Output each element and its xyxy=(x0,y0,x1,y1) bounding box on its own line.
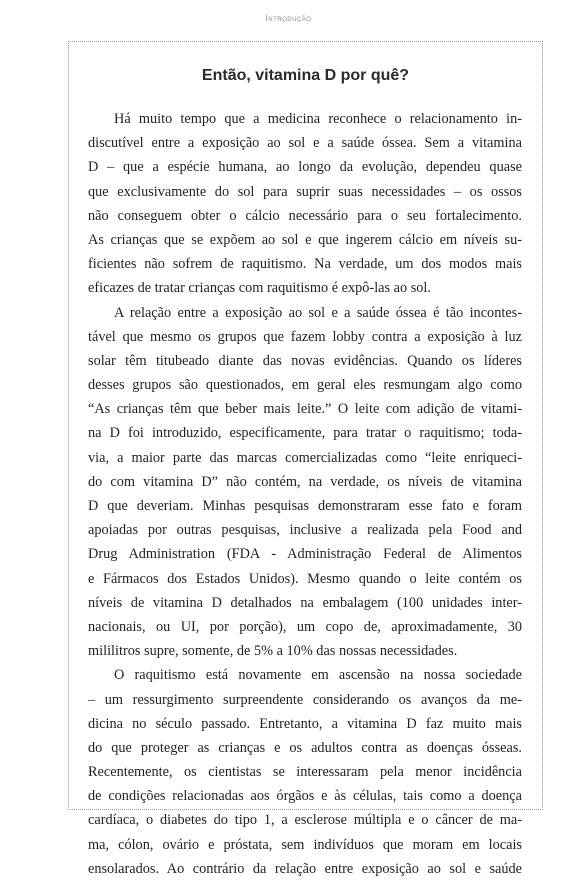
text-line: nacionais, ou UI, por porção), um copo de, aproximadamente, 30 xyxy=(88,618,522,635)
text-line: não conseguem obter o cálcio necessário para o seu fortalecimento. xyxy=(88,207,522,224)
text-line: ensolarados. Ao contrário da relação entre exposição ao sol e saúde xyxy=(88,860,522,877)
text-line: do com vitamina D” não contém, na verdade, os níveis de vitamina xyxy=(88,473,522,490)
text-line: eficazes de tratar crianças com raquitismo é expô-las ao sol. xyxy=(88,280,431,297)
text-line: tável que mesmo os grupos que fazem lobby contra a exposição à luz xyxy=(88,328,522,345)
text-line: na D foi introduzido, especificamente, para tratar o raquitismo; toda- xyxy=(88,425,522,442)
running-header: Introdução xyxy=(265,14,312,23)
text-line: Recentemente, os cientistas se interessaram pela menor incidência xyxy=(88,764,522,781)
text-line: “As crianças têm que beber mais leite.” O leite com adição de vitami- xyxy=(88,401,522,418)
text-line: mililitros supre, somente, de 5% a 10% das nossas necessidades. xyxy=(88,643,458,660)
text-line: e Fármacos dos Estados Unidos). Mesmo quando o leite contém os xyxy=(88,570,522,587)
text-line: discutível entre a exposição ao sol e a saúde óssea. Sem a vitamina xyxy=(88,135,522,152)
text-line: solar têm titubeado diante das novas evidências. Quando os líderes xyxy=(88,352,522,369)
text-line: cardíaca, o diabetes do tipo 1, a esclerose múltipla e o câncer de ma- xyxy=(88,812,522,829)
text-line: níveis de vitamina D detalhados na embalagem (100 unidades inter- xyxy=(88,594,522,611)
box-title: Então, vitamina D por quê? xyxy=(201,67,410,84)
text-line: ficientes não sofrem de raquitismo. Na verdade, um dos modos mais xyxy=(88,256,522,273)
text-line: do que proteger as crianças e os adultos contra as doenças ósseas. xyxy=(88,739,522,756)
box-body-text xyxy=(88,107,522,881)
text-line: As crianças que se expõem ao sol e que ingerem cálcio em níveis su- xyxy=(88,231,522,248)
text-line: D que deveriam. Minhas pesquisas demonstraram esse fato e foram xyxy=(88,498,522,514)
text-line: desses grupos são questionados, em geral eles resmungam algo como xyxy=(88,377,522,394)
text-line: Há muito tempo que a medicina reconhece o relacionamento in- xyxy=(114,111,522,127)
text-line: O raquitismo está novamente em ascensão na nossa sociedade xyxy=(114,667,522,684)
text-line: dicina no século passado. Entretanto, a vitamina D faz muito mais xyxy=(88,715,522,732)
text-line: que exclusivamente do sol para suprir suas necessidades – os ossos xyxy=(88,183,522,200)
text-line: de condições relacionadas aos órgãos e às células, tais como a doença xyxy=(88,788,522,805)
text-line: via, a maior parte das marcas comercializadas como “leite enriqueci- xyxy=(88,449,522,466)
text-line: A relação entre a exposição ao sol e a saúde óssea é tão incontes- xyxy=(114,304,522,321)
text-line: – um ressurgimento surpreendente considerando os avanços da me- xyxy=(88,691,522,708)
text-line: Drug Administration (FDA - Administração Federal de Alimentos xyxy=(88,546,522,563)
text-line: apoiadas por outras pesquisas, inclusive a realizada pela Food and xyxy=(88,522,522,539)
text-line: D – que a espécie humana, ao longo da evolução, dependeu quase xyxy=(88,159,522,176)
text-line: ma, cólon, ovário e próstata, sem indivíduos que moram em locais xyxy=(88,836,522,853)
